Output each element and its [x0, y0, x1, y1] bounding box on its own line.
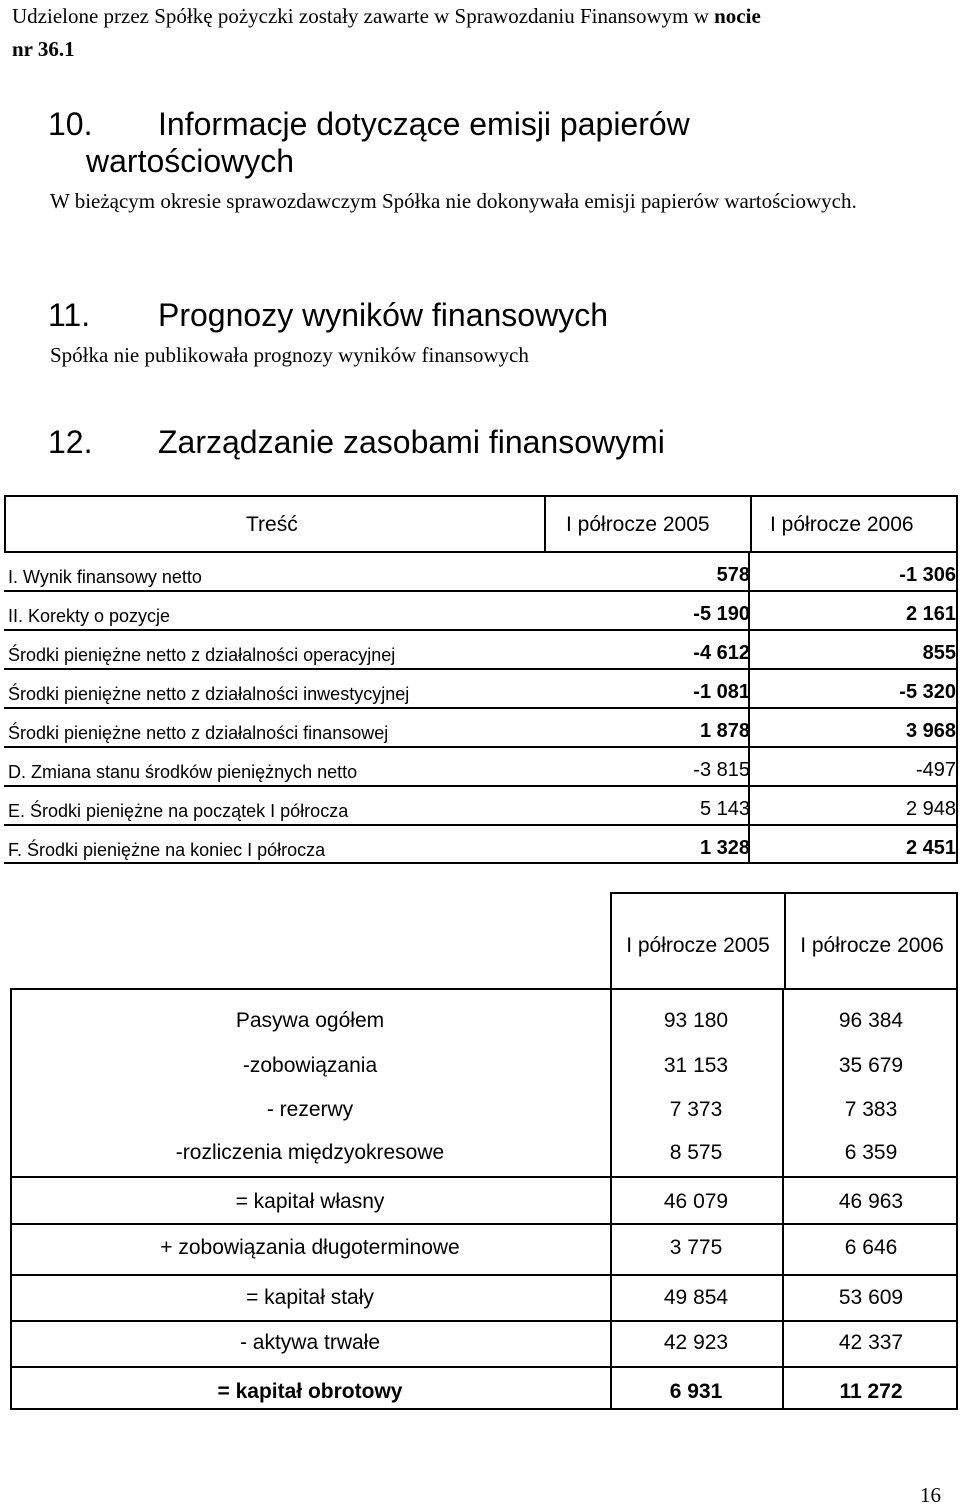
table-row [4, 748, 958, 787]
section-11-paragraph: Spółka nie publikowała prognozy wyników finansowych [50, 343, 529, 367]
table-row [4, 787, 958, 826]
row-divider [4, 785, 958, 787]
row-value-2006: 7 383 [844, 1098, 898, 1121]
row-divider [10, 1408, 958, 1410]
cashflow-table-header [4, 495, 958, 553]
row-value-2005: 1 878 [699, 720, 750, 742]
section-10-paragraph: W bieżącym okresie sprawozdawczym Spółka nie dokonywała emisji papierów wartościowych. [50, 189, 857, 213]
row-value-2006: 3 968 [905, 720, 956, 742]
row-label: II. Korekty o pozycje [8, 606, 171, 626]
intro-line2: nr 36.1 [12, 37, 75, 61]
row-value-2006: 6 359 [844, 1141, 898, 1164]
row-value-2006: 6 646 [844, 1236, 898, 1259]
row-label: = kapitał stały [246, 1286, 374, 1309]
section-10-number: 10. [48, 106, 93, 142]
row-label: F. Środki pieniężne na koniec I półrocza [8, 840, 326, 860]
header-2006: I półrocze 2006 [800, 934, 944, 957]
intro-paragraph [12, 0, 948, 66]
row-label: = kapitał własny [235, 1190, 385, 1213]
row-value-2005: -5 190 [693, 603, 750, 625]
row-value-2006: -5 320 [899, 681, 956, 703]
row-value-2006: 2 161 [905, 603, 956, 625]
column-divider [748, 553, 750, 864]
row-value-2006: 11 272 [839, 1380, 903, 1403]
row-value-2005: -4 612 [693, 642, 750, 664]
row-label: E. Środki pieniężne na początek I półrocza [8, 801, 349, 821]
row-divider [4, 629, 958, 631]
row-divider [10, 1320, 958, 1322]
row-value-2005: -3 815 [693, 759, 750, 781]
row-value-2006: 855 [922, 642, 956, 664]
row-value-2005: 93 180 [663, 1009, 729, 1032]
row-value-2006: -497 [915, 759, 956, 781]
section-10-title-line1: Informacje dotyczące emisji papierów [158, 106, 690, 142]
intro-bold-text: nocie [714, 4, 761, 28]
header-tresc: Treść [246, 513, 298, 536]
row-value-2005: 5 143 [699, 798, 750, 820]
row-divider [10, 1366, 958, 1368]
row-label: Środki pieniężne netto z działalności inwestycyjnej [8, 684, 410, 704]
row-value-2005: 6 931 [669, 1380, 723, 1403]
row-value-2006: 53 609 [838, 1286, 904, 1309]
row-value-2005: 49 854 [663, 1286, 729, 1309]
row-value-2006: -1 306 [899, 564, 956, 586]
header-2005: I półrocze 2005 [566, 513, 710, 536]
row-label: = kapitał obrotowy [217, 1380, 403, 1403]
capital-table-header [610, 892, 958, 988]
capital-table [10, 892, 958, 1410]
row-value-2005: 46 079 [663, 1190, 729, 1213]
table-row [4, 670, 958, 709]
table-row [4, 553, 958, 592]
row-label: - rezerwy [266, 1098, 354, 1121]
header-2006: I półrocze 2006 [770, 513, 914, 536]
row-value-2005: 3 775 [669, 1236, 723, 1259]
cashflow-table [4, 495, 958, 864]
row-value-2005: 1 328 [699, 837, 750, 859]
row-divider [10, 1223, 958, 1225]
section-11-heading [48, 297, 608, 334]
table-row [4, 826, 958, 865]
row-value-2006: 2 948 [905, 798, 956, 820]
header-2005: I półrocze 2005 [626, 934, 770, 957]
row-value-2006: 2 451 [905, 837, 956, 859]
section-10-heading [48, 106, 868, 180]
section-12-heading [48, 424, 665, 461]
intro-text: Udzielone przez Spółkę pożyczki zostały zawarte w Sprawozdaniu Finansowym w [12, 4, 715, 28]
table-row [4, 592, 958, 631]
row-divider [4, 824, 958, 826]
row-label: -rozliczenia międzyokresowe [175, 1141, 445, 1164]
table-row [4, 709, 958, 748]
row-label: - aktywa trwałe [239, 1331, 381, 1354]
row-label: Środki pieniężne netto z działalności finansowej [8, 723, 389, 743]
row-divider [4, 590, 958, 592]
section-11-number: 11. [48, 297, 91, 333]
section-10-title-line2: wartościowych [86, 143, 295, 179]
section-11-title: Prognozy wyników finansowych [158, 297, 608, 333]
section-12-title: Zarządzanie zasobami finansowymi [158, 424, 665, 460]
column-divider [956, 553, 958, 864]
row-value-2005: 31 153 [663, 1054, 729, 1077]
row-value-2006: 46 963 [838, 1190, 904, 1213]
row-value-2005: -1 081 [693, 681, 750, 703]
row-divider [10, 1176, 958, 1178]
page-number: 16 [920, 1483, 941, 1507]
row-value-2005: 7 373 [669, 1098, 723, 1121]
row-divider [4, 707, 958, 709]
row-divider [10, 988, 958, 990]
row-label: -zobowiązania [242, 1054, 378, 1077]
row-value-2006: 42 337 [838, 1331, 904, 1354]
row-label: I. Wynik finansowy netto [8, 567, 202, 587]
row-label: + zobowiązania długoterminowe [160, 1236, 460, 1259]
row-value-2005: 578 [716, 564, 750, 586]
row-value-2005: 42 923 [663, 1331, 729, 1354]
row-divider [10, 1274, 958, 1276]
table-row [4, 631, 958, 670]
row-value-2006: 35 679 [838, 1054, 904, 1077]
section-12-number: 12. [48, 424, 93, 460]
row-label: D. Zmiana stanu środków pieniężnych netto [8, 762, 358, 782]
row-divider [4, 862, 958, 864]
row-label: Środki pieniężne netto z działalności operacyjnej [8, 645, 396, 665]
row-divider [4, 746, 958, 748]
row-label: Pasywa ogółem [235, 1009, 385, 1032]
row-divider [4, 668, 958, 670]
row-value-2005: 8 575 [669, 1141, 723, 1164]
row-value-2006: 96 384 [838, 1009, 904, 1032]
